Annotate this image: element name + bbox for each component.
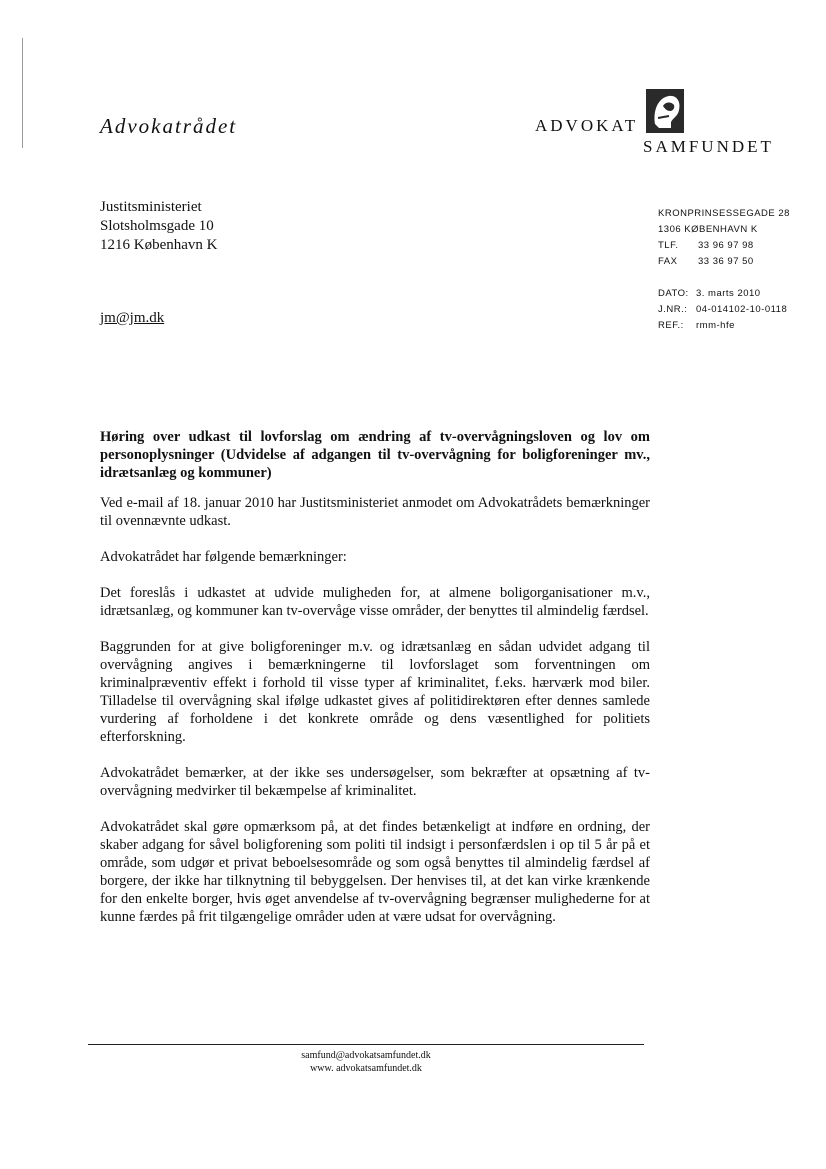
letter-paragraph: Advokatrådet har følgende bemærkninger: [100,549,347,565]
reference [658,318,790,334]
reference-value: rmm-hfe [696,320,735,331]
journal-number-value: 04-014102-10-0118 [696,304,788,315]
fax-value: 33 36 97 50 [698,256,754,267]
page-margin-line [22,38,23,148]
sender-name: Advokatrådet [100,114,238,138]
letter-subject: Høring over udkast til lovforslag om ændring af tv-overvågningsloven og lov om personoplysninger (Udvidelse af adgangen til tv-overvågning for boligforeninger mv., idrætsanlæg og kommuner) [100,429,650,481]
letter-paragraph: Ved e-mail af 18. januar 2010 har Justitsministeriet anmodet om Advokatrådets bemærkninger til ovennævnte udkast. [100,495,650,529]
date-label: DATO: [658,288,689,299]
footer-web-link[interactable]: www. advokatsamfundet.dk [310,1063,422,1074]
letter-paragraph: Advokatrådet skal gøre opmærksom på, at det findes betænkeligt at indføre en ordning, der skaber adgang for såvel boligforening som politi til indsigt i personfærdslen i op til 5 år på et område, som udgør et privat beboelsesområde og som også benyttes til almindelig færdsel af borgere, der ikke har tilknytning til bebyggelsen. Der henvises til, at det kan virke krænkende for den enkelte borger, hvis øget anvendelse af tv-overvågning begrænser mulighederne for at kunne færdes på frit tilgængelige områder uden at være udsat for overvågning. [100,819,650,925]
sender-address-city: 1306 KØBENHAVN K [658,224,758,235]
logo-word-advokat: ADVOKAT [535,116,639,135]
recipient-email-link[interactable]: jm@jm.dk [100,310,165,326]
sender-address-street: KRONPRINSESSEGADE 28 [658,208,790,219]
footer-email-link[interactable]: samfund@advokatsamfundet.dk [301,1050,431,1061]
recipient-line: 1216 København K [100,237,218,253]
letter-paragraph: Advokatrådet bemærker, at der ikke ses undersøgelser, som bekræfter at opsætning af tv-overvågning medvirker til bekæmpelse af kriminalitet. [100,765,650,799]
recipient-line: Slotsholmsgade 10 [100,218,214,234]
fax-label: FAX [658,256,678,267]
letter-paragraph: Baggrunden for at give boligforeninger m.v. og idrætsanlæg en sådan udvidet adgang til overvågning angives i bemærkningerne til lovforslaget som forventningen om kriminalpræventiv effekt i forhold til visse typer af kriminalitet, f.eks. hærværk mod biler. Tilladelse til overvågning skal ifølge udkastet gives af politidirektøren efter dennes samlede vurdering af forholdene i det konkrete område og dens væsentlighed for politiets efterforskning. [100,639,650,745]
date-value: 3. marts 2010 [696,288,761,299]
letter-body [100,428,650,944]
page-footer [0,1049,732,1075]
sender-fax [658,254,790,270]
advokatsamfundet-logo [533,86,793,156]
helmet-emblem-icon [645,88,685,134]
sender-phone [658,238,790,254]
logo-word-samfundet: SAMFUNDET [643,137,774,156]
journal-number-label: J.NR.: [658,304,688,315]
reference-label: REF.: [658,320,684,331]
recipient-line: Justitsministeriet [100,199,202,215]
letter-paragraph: Det foreslås i udkastet at udvide muligheden for, at almene boligorganisationer m.v., idrætsanlæg, og kommuner kan tv-overvåge visse områder, der benyttes til almindelig færdsel. [100,585,650,619]
sender-contact-block [658,206,790,334]
journal-number [658,302,790,318]
phone-value: 33 96 97 98 [698,240,754,251]
phone-label: TLF. [658,240,679,251]
recipient-address [100,198,217,255]
footer-divider [88,1044,644,1045]
letter-date [658,286,790,302]
